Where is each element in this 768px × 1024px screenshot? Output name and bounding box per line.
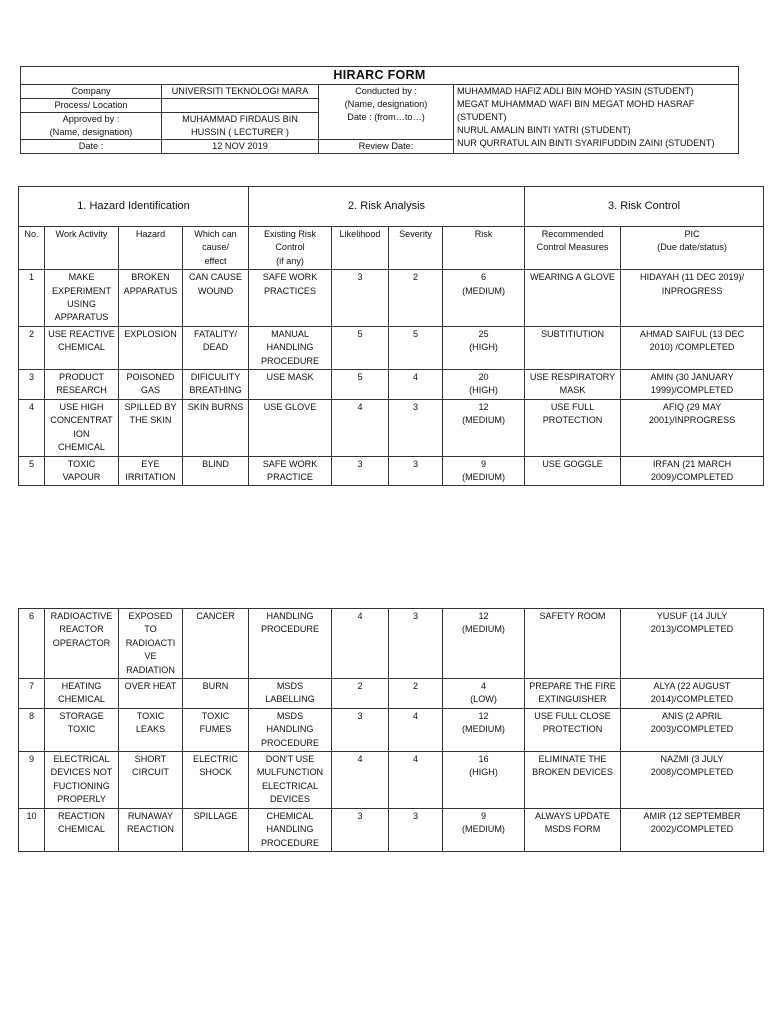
risk-cell: 12 (MEDIUM) bbox=[443, 708, 525, 751]
work-activity-cell: HEATING CHEMICAL bbox=[45, 679, 119, 709]
risk-cell: 6 (MEDIUM) bbox=[443, 270, 525, 327]
risk-cell: 9 (MEDIUM) bbox=[443, 456, 525, 486]
row-number: 3 bbox=[19, 370, 45, 400]
effect-cell: SKIN BURNS bbox=[183, 399, 249, 456]
pic-cell: NAZMI (3 JULY 2008)/COMPLETED bbox=[621, 752, 764, 809]
existing-control-cell: MANUAL HANDLING PROCEDURE bbox=[249, 326, 332, 369]
work-activity-cell: USE REACTIVE CHEMICAL bbox=[45, 326, 119, 369]
table-row bbox=[19, 456, 764, 486]
pic-cell: ANIS (2 APRIL 2003)/COMPLETED bbox=[621, 708, 764, 751]
recommended-control-cell: USE GOGGLE bbox=[525, 456, 621, 486]
work-activity-cell: MAKE EXPERIMENT USING APPARATUS bbox=[45, 270, 119, 327]
risk-cell: 12 (MEDIUM) bbox=[443, 609, 525, 679]
risk-analysis-heading: 2. Risk Analysis bbox=[249, 187, 525, 227]
hazard-cell: RUNAWAY REACTION bbox=[119, 808, 183, 851]
effect-cell: ELECTRIC SHOCK bbox=[183, 752, 249, 809]
effect-cell: BLIND bbox=[183, 456, 249, 486]
table-row bbox=[19, 679, 764, 709]
hazard-cell: BROKEN APPARATUS bbox=[119, 270, 183, 327]
hirarc-header-table bbox=[20, 66, 739, 154]
severity-cell: 3 bbox=[389, 808, 443, 851]
hazard-cell: TOXIC LEAKS bbox=[119, 708, 183, 751]
likelihood-cell: 3 bbox=[332, 708, 389, 751]
risk-table-page-1 bbox=[18, 186, 764, 486]
company-value: UNIVERSITI TEKNOLOGI MARA bbox=[162, 85, 319, 99]
work-activity-cell: REACTION CHEMICAL bbox=[45, 808, 119, 851]
row-number: 10 bbox=[19, 808, 45, 851]
row-number: 5 bbox=[19, 456, 45, 486]
hazard-cell: EXPOSED TO RADIOACTI VE RADIATION bbox=[119, 609, 183, 679]
date-label: Date : bbox=[21, 140, 162, 154]
existing-control-cell: HANDLING PROCEDURE bbox=[249, 609, 332, 679]
existing-control-cell: SAFE WORK PRACTICES bbox=[249, 270, 332, 327]
recommended-control-cell: SUBTITIUTION bbox=[525, 326, 621, 369]
table-row bbox=[19, 370, 764, 400]
existing-control-cell: SAFE WORK PRACTICE bbox=[249, 456, 332, 486]
existing-control-cell: CHEMICAL HANDLING PROCEDURE bbox=[249, 808, 332, 851]
effect-cell: CANCER bbox=[183, 609, 249, 679]
table-row bbox=[19, 270, 764, 327]
risk-cell: 20 (HIGH) bbox=[443, 370, 525, 400]
pic-cell: IRFAN (21 MARCH 2009)/COMPLETED bbox=[621, 456, 764, 486]
existing-control-cell: USE MASK bbox=[249, 370, 332, 400]
col-header-effect: Which can cause/ effect bbox=[183, 227, 249, 270]
row-number: 6 bbox=[19, 609, 45, 679]
effect-cell: TOXIC FUMES bbox=[183, 708, 249, 751]
recommended-control-cell: WEARING A GLOVE bbox=[525, 270, 621, 327]
existing-control-cell: USE GLOVE bbox=[249, 399, 332, 456]
likelihood-cell: 3 bbox=[332, 270, 389, 327]
date-value: 12 NOV 2019 bbox=[162, 140, 319, 154]
recommended-control-cell: USE RESPIRATORY MASK bbox=[525, 370, 621, 400]
row-number: 1 bbox=[19, 270, 45, 327]
col-header-risk: Risk bbox=[443, 227, 525, 270]
hazard-cell: OVER HEAT bbox=[119, 679, 183, 709]
row-number: 9 bbox=[19, 752, 45, 809]
row-number: 8 bbox=[19, 708, 45, 751]
likelihood-cell: 4 bbox=[332, 752, 389, 809]
work-activity-cell: PRODUCT RESEARCH bbox=[45, 370, 119, 400]
recommended-control-cell: ALWAYS UPDATE MSDS FORM bbox=[525, 808, 621, 851]
hazard-cell: SHORT CIRCUIT bbox=[119, 752, 183, 809]
col-header-no: No. bbox=[19, 227, 45, 270]
company-label: Company bbox=[21, 85, 162, 99]
process-location-value bbox=[162, 99, 319, 113]
risk-control-heading: 3. Risk Control bbox=[525, 187, 764, 227]
effect-cell: SPILLAGE bbox=[183, 808, 249, 851]
recommended-control-cell: PREPARE THE FIRE EXTINGUISHER bbox=[525, 679, 621, 709]
table-row bbox=[19, 752, 764, 809]
row-number: 7 bbox=[19, 679, 45, 709]
conducted-label: Conducted by : (Name, designation) Date : (from…to…) bbox=[319, 85, 454, 140]
recommended-control-cell: USE FULL PROTECTION bbox=[525, 399, 621, 456]
severity-cell: 3 bbox=[389, 609, 443, 679]
col-header-existing-control: Existing Risk Control (if any) bbox=[249, 227, 332, 270]
work-activity-cell: STORAGE TOXIC bbox=[45, 708, 119, 751]
existing-control-cell: MSDS HANDLING PROCEDURE bbox=[249, 708, 332, 751]
pic-cell: YUSUF (14 JULY 2013)/COMPLETED bbox=[621, 609, 764, 679]
severity-cell: 4 bbox=[389, 708, 443, 751]
col-header-pic: PIC (Due date/status) bbox=[621, 227, 764, 270]
recommended-control-cell: USE FULL CLOSE PROTECTION bbox=[525, 708, 621, 751]
table-row bbox=[19, 609, 764, 679]
pic-cell: HIDAYAH (11 DEC 2019)/ INPROGRESS bbox=[621, 270, 764, 327]
hazard-cell: POISONED GAS bbox=[119, 370, 183, 400]
likelihood-cell: 5 bbox=[332, 326, 389, 369]
work-activity-cell: USE HIGH CONCENTRAT ION CHEMICAL bbox=[45, 399, 119, 456]
risk-table-page-2 bbox=[18, 608, 764, 852]
row-number: 4 bbox=[19, 399, 45, 456]
table-row bbox=[19, 808, 764, 851]
conducted-names: MUHAMMAD HAFIZ ADLI BIN MOHD YASIN (STUDENT) MEGAT MUHAMMAD WAFI BIN MEGAT MOHD HASRAF (STUDENT) NURUL AMALIN BINTI YATRI (STUDENT) NUR QURRATUL AIN BINTI SYARIFUDDIN ZAINI (STUDENT) bbox=[454, 85, 739, 154]
risk-cell: 9 (MEDIUM) bbox=[443, 808, 525, 851]
effect-cell: FATALITY/ DEAD bbox=[183, 326, 249, 369]
approved-by-label: Approved by : (Name, designation) bbox=[21, 113, 162, 140]
table-row bbox=[19, 326, 764, 369]
effect-cell: CAN CAUSE WOUND bbox=[183, 270, 249, 327]
col-header-recommended: Recommended Control Measures bbox=[525, 227, 621, 270]
process-location-label: Process/ Location bbox=[21, 99, 162, 113]
pic-cell: AMIR (12 SEPTEMBER 2002)/COMPLETED bbox=[621, 808, 764, 851]
col-header-likelihood: Likelihood bbox=[332, 227, 389, 270]
recommended-control-cell: ELIMINATE THE BROKEN DEVICES bbox=[525, 752, 621, 809]
work-activity-cell: RADIOACTIVE REACTOR OPERACTOR bbox=[45, 609, 119, 679]
review-date-label: Review Date: bbox=[319, 140, 454, 154]
hazard-cell: EXPLOSION bbox=[119, 326, 183, 369]
work-activity-cell: ELECTRICAL DEVICES NOT FUCTIONING PROPERLY bbox=[45, 752, 119, 809]
severity-cell: 3 bbox=[389, 456, 443, 486]
work-activity-cell: TOXIC VAPOUR bbox=[45, 456, 119, 486]
approved-by-value: MUHAMMAD FIRDAUS BIN HUSSIN ( LECTURER ) bbox=[162, 113, 319, 140]
effect-cell: DIFICULITY BREATHING bbox=[183, 370, 249, 400]
effect-cell: BURN bbox=[183, 679, 249, 709]
likelihood-cell: 4 bbox=[332, 399, 389, 456]
likelihood-cell: 3 bbox=[332, 456, 389, 486]
likelihood-cell: 4 bbox=[332, 609, 389, 679]
table-row bbox=[19, 708, 764, 751]
severity-cell: 2 bbox=[389, 270, 443, 327]
severity-cell: 2 bbox=[389, 679, 443, 709]
severity-cell: 4 bbox=[389, 370, 443, 400]
severity-cell: 5 bbox=[389, 326, 443, 369]
risk-cell: 25 (HIGH) bbox=[443, 326, 525, 369]
row-number: 2 bbox=[19, 326, 45, 369]
severity-cell: 3 bbox=[389, 399, 443, 456]
pic-cell: AFIQ (29 MAY 2001)/INPROGRESS bbox=[621, 399, 764, 456]
risk-cell: 12 (MEDIUM) bbox=[443, 399, 525, 456]
likelihood-cell: 3 bbox=[332, 808, 389, 851]
col-header-work-activity: Work Activity bbox=[45, 227, 119, 270]
table-row bbox=[19, 399, 764, 456]
pic-cell: AMIN (30 JANUARY 1999)/COMPLETED bbox=[621, 370, 764, 400]
likelihood-cell: 2 bbox=[332, 679, 389, 709]
severity-cell: 4 bbox=[389, 752, 443, 809]
existing-control-cell: DON'T USE MULFUNCTION ELECTRICAL DEVICES bbox=[249, 752, 332, 809]
pic-cell: ALYA (22 AUGUST 2014)/COMPLETED bbox=[621, 679, 764, 709]
pic-cell: AHMAD SAIFUL (13 DEC 2010) /COMPLETED bbox=[621, 326, 764, 369]
risk-cell: 16 (HIGH) bbox=[443, 752, 525, 809]
form-title: HIRARC FORM bbox=[21, 67, 739, 85]
hazard-identification-heading: 1. Hazard Identification bbox=[19, 187, 249, 227]
existing-control-cell: MSDS LABELLING bbox=[249, 679, 332, 709]
risk-cell: 4 (LOW) bbox=[443, 679, 525, 709]
col-header-hazard: Hazard bbox=[119, 227, 183, 270]
col-header-severity: Severity bbox=[389, 227, 443, 270]
hazard-cell: SPILLED BY THE SKIN bbox=[119, 399, 183, 456]
likelihood-cell: 5 bbox=[332, 370, 389, 400]
recommended-control-cell: SAFETY ROOM bbox=[525, 609, 621, 679]
hazard-cell: EYE IRRITATION bbox=[119, 456, 183, 486]
